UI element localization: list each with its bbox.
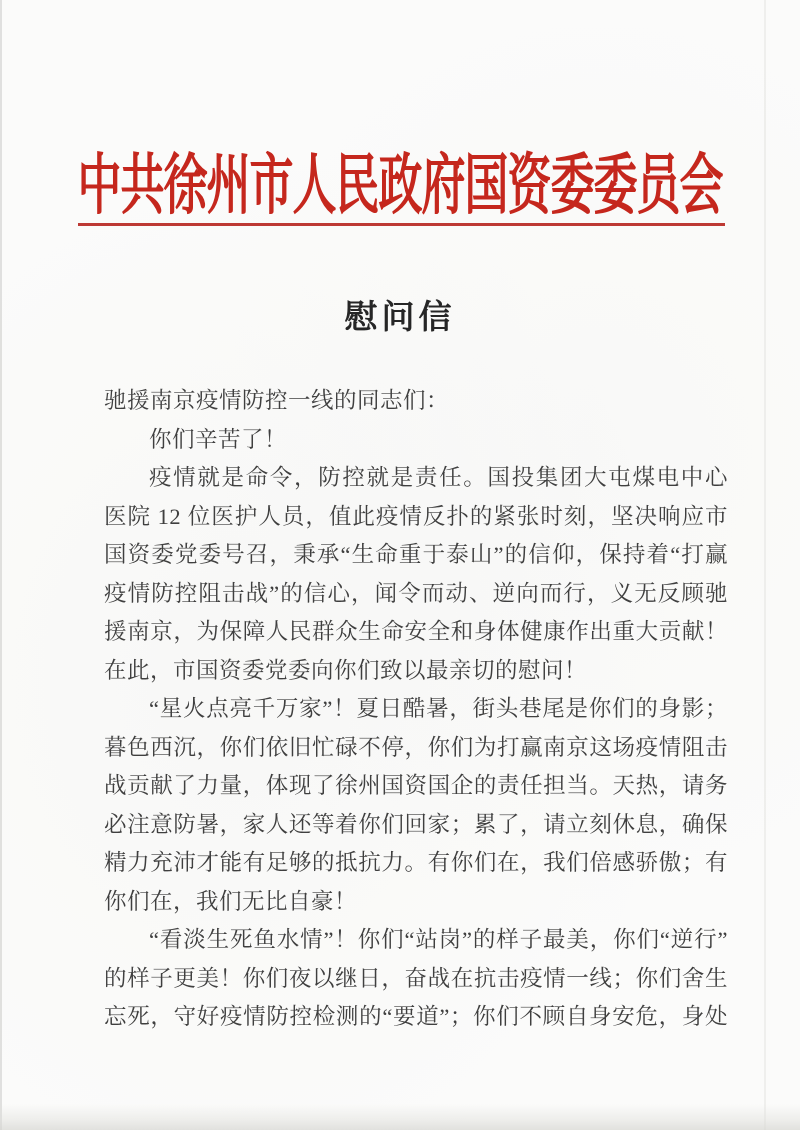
body-line: 暮色西沉，你们依旧忙碌不停，你们为打赢南京这场疫情阻击 [104, 734, 728, 760]
letter-body [104, 382, 728, 1037]
body-line: 忘死，守好疫情防控检测的“要道”；你们不顾自身安危，身处 [104, 1004, 728, 1029]
body-line: 疫情就是命令，防控就是责任。国投集团大屯煤电中心 [149, 465, 728, 490]
body-line: 你们在，我们无比自豪！ [104, 888, 358, 914]
letterhead-title: 中共徐州市人民政府国资委委员会 [77, 149, 723, 223]
body-line: “看淡生死鱼水情”！你们“站岗”的样子最美，你们“逆行” [149, 927, 728, 952]
scan-edge-left [0, 0, 2, 1130]
letterhead-rule [78, 223, 725, 226]
body-line: 必注意防暑，家人还等着你们回家；累了，请立刻休息，确保 [104, 811, 728, 837]
body-line: 国资委党委号召，秉承“生命重于泰山”的信仰，保持着“打赢 [104, 542, 728, 567]
body-line: 驰援南京疫情防控一线的同志们： [104, 388, 450, 413]
body-line: 的样子更美！你们夜以继日，奋战在抗击疫情一线；你们舍生 [104, 965, 728, 991]
body-line: 援南京，为保障人民群众生命安全和身体健康作出重大贡献！ [104, 619, 728, 644]
body-line: 战贡献了力量，体现了徐州国资国企的责任担当。天热，请务 [104, 773, 728, 798]
scan-edge-bottom [0, 1104, 800, 1130]
scan-streak [764, 0, 766, 1130]
body-line: 疫情防控阻击战”的信心，闻令而动、逆向而行，义无反顾驰 [104, 580, 728, 606]
body-line: “星火点亮千万家”！夏日酷暑，街头巷尾是你们的身影； [149, 696, 728, 721]
letter-title: 慰问信 [344, 300, 456, 336]
body-line: 医院 12 位医护人员，值此疫情反扑的紧张时刻，坚决响应市 [104, 503, 728, 529]
body-line: 精力充沛才能有足够的抵抗力。有你们在，我们倍感骄傲；有 [104, 850, 728, 875]
body-line: 在此，市国资委党委向你们致以最亲切的慰问！ [104, 657, 588, 683]
body-line: 你们辛苦了！ [149, 426, 288, 452]
